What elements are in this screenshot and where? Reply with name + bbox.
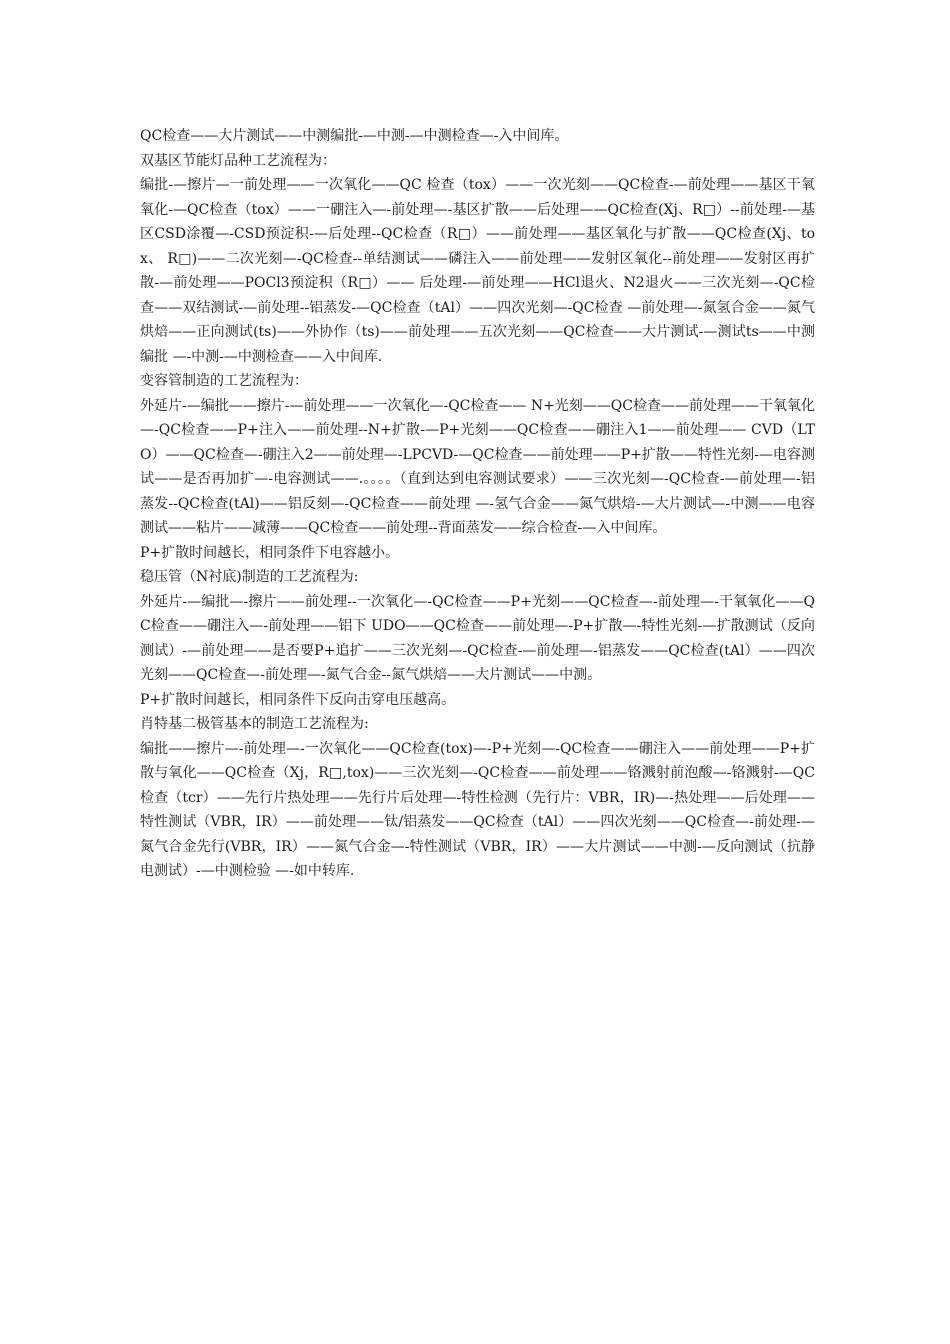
heading-schottky: 肖特基二极管基本的制造工艺流程为: [140, 716, 369, 732]
paragraph-dual-base-lamp-flow: 编批-—擦片—一前处理——一次氧化——QC 检查（tox）——一次光刻——QC检查-—前处理——基区干氧氧化-—QC检查（tox）——一硼注入—-前处理—-基区扩散——后处理——QC检查(Xj、R□）--前处理-—基区CSD涂覆—-CSD预淀积-—后处理--QC检查（R□）——前处理——基区氧化与扩散——QC检查(Xj、tox、 R□)——二次光刻—-QC检查--单结测试——磷注入——前处理——发射区氧化--前处理——发射区再扩散-—前处理——POCl3预淀积（R□）—— 后处理-—前处理——HCl退火、N2退火——三次光刻—-QC检查——双结测试-—前处理--铝蒸发-—QC检查（tAl）——四次光刻—-QC检查 —前处理—-氮氢合金——氮气烘焙——正向测试(ts)——外协作（ts)——前处理——五次光刻——QC检查——大片测试-—测试ts——中测编批 —-中测-—中测检查——入中间库. [140, 177, 815, 365]
paragraph-varactor-flow: 外延片-—编批——擦片-—前处理——一次氧化—-QC检查—— N+光刻——QC检查——前处理——干氧氧化—-QC检查——P+注入——前处理--N+扩散-—P+光刻——QC检查——硼注入1——前处理—— CVD（LTO）——QC检查—-硼注入2——前处理—-LPCVD-—QC检查——前处理——P+扩散——特性光刻-—电容测试——是否再加扩—-电容测试——.。。。。（直到达到电容测试要求）——三次光刻—-QC检查-—前处理—-铝蒸发--QC检查(tAl)——铝反刻—-QC检查——前处理 —-氢气合金——氮气烘焙-—大片测试—-中测——电容测试——粘片——减薄——QC检查——前处理--背面蒸发——综合检查-—入中间库。 [140, 397, 815, 536]
document-page [140, 124, 815, 884]
heading-dual-base-lamp: 双基区节能灯品种工艺流程为： [140, 152, 336, 169]
paragraph-process-tail: QC检查——大片测试——中测编批-—中测-—中测检查—-入中间库。 [140, 128, 569, 144]
note-zener-diffusion: P+扩散时间越长，相同条件下反向击穿电压越高。 [140, 691, 456, 708]
paragraph-schottky-flow: 编批——擦片—-前处理—-一次氧化——QC检查(tox)—-P+光刻—-QC检查——硼注入——前处理——P+扩散与氧化——QC检查（Xj，R□,tox)——三次光刻—-QC检查——前处理——铬溅射前泡酸—-铬溅射-—QC检查（tcr）——先行片热处理——先行片后处理—-特性检测（先行片：VBR，IR)—-热处理——后处理——特性测试（VBR，IR）——前处理——钛/铝蒸发——QC检查（tAl）——四次光刻——QC检查—-前处理-—氮气合金先行(VBR，IR）——氮气合金—-特性测试（VBR，IR）——大片测试——中测-—反向测试（抗静电测试）-—中测检验 —-如中转库. [140, 740, 815, 879]
heading-zener: 稳压管（N衬底)制造的工艺流程为: [140, 569, 359, 585]
heading-varactor: 变容管制造的工艺流程为： [140, 373, 308, 389]
note-varactor-diffusion: P+扩散时间越长，相同条件下电容越小。 [140, 544, 400, 561]
paragraph-zener-flow: 外延片-—编批—-擦片——前处理--一次氧化—-QC检查——P+光刻——QC检查—-前处理—-干氧氧化——QC检查——硼注入—-前处理——铝下 UDO——QC检查——前处理—-P+扩散—-特性光刻-—扩散测试（反向测试）-—前处理——是否要P+追扩——三次光刻—-QC检查-—前处理—-铝蒸发——QC检查(tAl）——四次光刻——QC检查—-前处理—-氮气合金--氮气烘焙——大片测试——中测。 [140, 593, 815, 683]
